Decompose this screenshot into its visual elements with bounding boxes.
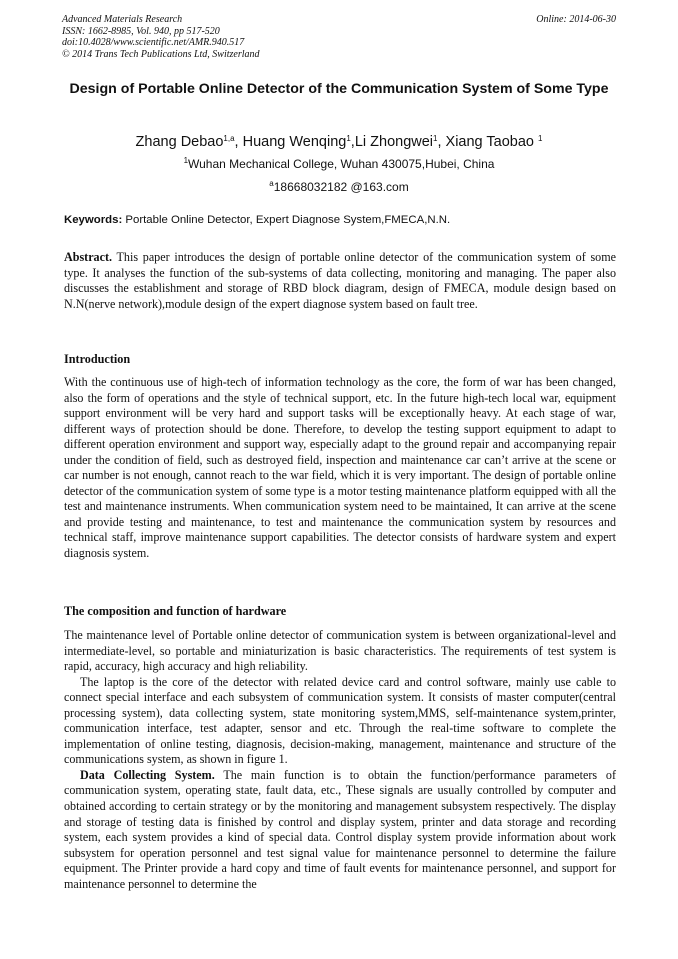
copyright-line: © 2014 Trans Tech Publications Ltd, Switzerland: [62, 48, 260, 60]
abstract-text: This paper introduces the design of portable online detector of the communication system of some type. It analyses the function of the sub-systems of data collecting, monitoring and managing. The paper also discusses the establishment and storage of RBD block diagram, design of FMECA, module design based on N.N(nerve network),module design of the expert diagnose system based on fault tree.: [64, 250, 616, 311]
introduction-body: [64, 375, 616, 562]
author-sup: 1,a: [223, 134, 235, 143]
composition-body: [64, 628, 616, 892]
journal-name: Advanced Materials Research: [62, 14, 183, 25]
author-list: [62, 133, 616, 151]
online-date: Online: 2014-06-30: [536, 14, 616, 25]
author-name: Zhang Debao: [135, 134, 224, 150]
email-sup: a: [269, 179, 274, 188]
email: [62, 180, 616, 194]
email-text: 18668032182 @163.com: [273, 180, 409, 194]
author-sup: 1: [346, 134, 351, 143]
paragraph: The maintenance level of Portable online detector of communication system is between organizational-level and intermediate-level, so portable and miniaturization is basic characteristics. The requirements of test system is rapid, accuracy, high accuracy and high reliability.: [64, 628, 616, 674]
section-heading-composition: The composition and function of hardware: [64, 604, 287, 618]
doi-line: doi:10.4028/www.scientific.net/AMR.940.517: [62, 37, 245, 48]
abstract-label: Abstract.: [64, 250, 113, 264]
author-sep: ,: [350, 134, 355, 150]
paragraph-text: The main function is to obtain the function/performance parameters of communication system, operating state, fault data, etc., These signals are usually controlled by computer and obtained according to certain strategy or by the monitoring and management subsystem respectively. The display and storage of testing data is finished by control and display system, printer and data storage and recording system, each system provides a kind of special data. Control display system provide information about work subsystem for operation personnel and test signal value for maintenance personnel to determine the failure equipment. The Printer provide a hard copy and time of fault events for maintenance personnel, and support for maintenance personnel to determine the: [64, 767, 616, 891]
author-name: Huang Wenqing: [242, 134, 347, 150]
author-name: Xiang Taobao: [445, 134, 538, 150]
author-sup: 1: [537, 134, 543, 143]
running-header: [62, 14, 616, 60]
affiliation-sup: 1: [183, 156, 189, 165]
author-sep: ,: [437, 134, 446, 150]
abstract: [64, 250, 616, 312]
issn-line: ISSN: 1662-8985, Vol. 940, pp 517-520: [62, 25, 220, 37]
affiliation: [62, 157, 616, 171]
paragraph: [64, 768, 616, 892]
author-sup: 1: [433, 134, 438, 143]
section-heading-introduction: Introduction: [64, 352, 131, 366]
keywords-text: Portable Online Detector, Expert Diagnose System,FMECA,N.N.: [122, 214, 451, 226]
keywords-label: Keywords:: [64, 214, 123, 226]
subsection-label: Data Collecting System.: [80, 767, 215, 782]
author-name: Li Zhongwei: [354, 134, 434, 150]
affiliation-text: Wuhan Mechanical College, Wuhan 430075,Hubei, China: [188, 157, 495, 171]
paragraph: With the continuous use of high-tech of information technology as the core, the form of war has been changed, also the form of operations and the style of technical support, etc. In the future high-tech local war, equipment support environment will be very hard and support tasks will be exceptionally heavy. At each stage of war, different ways of protection should be done. Therefore, to develop the testing support equipment to adapt to different operation environment and support way, especially adapt to the ground repair and accompanying repair under the condition of field, such as destroyed field, inspection and maintenance car can’t arrive at the scene or car number is not enough, cannot reach to the war field, which it is very important. The design of portable online detector of the communication system of some type is a motor testing maintenance platform equipped with all the test and maintenance instruments. When communication system need to be maintained, It can arrive at the scene and provide testing and maintenance, to test and maintenance the communication system by resources and technical staff, improve maintenance support capabilities. The detector consists of hardware system and expert diagnosis system.: [64, 375, 616, 561]
keywords: [64, 213, 616, 227]
paragraph: The laptop is the core of the detector with related device card and control software, mainly use cable to connect special interface and each subsystem of communication system. It consists of master computer(central processing system), data collecting system, state monitoring system,MMS, self-maintenance system,printer, communication interface, test adapter, sensor and etc. Through the real-time software to complete the implementation of online testing, diagnosis, decision-making, management, maintenance and structure of the communications system, as shown in figure 1.: [64, 674, 616, 767]
paper-title: Design of Portable Online Detector of the Communication System of Some Type: [69, 81, 609, 97]
author-sep: ,: [234, 134, 243, 150]
